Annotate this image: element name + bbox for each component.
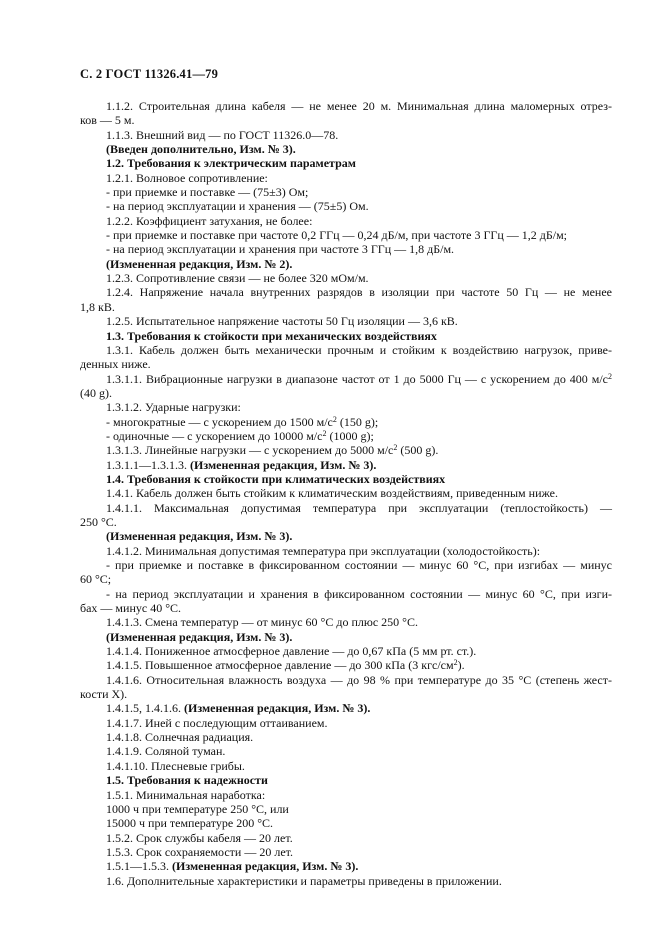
text-line bbox=[80, 658, 612, 672]
text-line bbox=[80, 257, 612, 271]
line-text: 1.4.1.5. Повышенное атмосферное давление — до 300 кПа (3 кгс/см bbox=[106, 658, 454, 673]
text-line bbox=[80, 472, 612, 486]
line-text: 1.2.2. Коэффициент затухания, не более: bbox=[106, 213, 313, 228]
text-line bbox=[80, 515, 612, 529]
text-line bbox=[80, 99, 612, 113]
line-text: 1.3.1.3. Линейные нагрузки — с ускорением до 5000 м/с bbox=[106, 443, 394, 458]
text-line bbox=[80, 788, 612, 802]
text-line bbox=[80, 214, 612, 228]
line-text: (Измененная редакция, Изм. № 2). bbox=[106, 256, 293, 271]
text-line bbox=[80, 228, 612, 242]
text-line bbox=[80, 271, 612, 285]
text-line bbox=[80, 429, 612, 443]
text-line bbox=[80, 673, 612, 687]
text-line bbox=[80, 859, 612, 873]
text-line bbox=[80, 142, 612, 156]
line-text: - многократные — с ускорением до 1500 м/с bbox=[106, 414, 333, 429]
line-text: - одиночные — с ускорением до 10000 м/с bbox=[106, 428, 323, 443]
line-text: 1.5.2. Срок службы кабеля — 20 лет. bbox=[106, 830, 293, 845]
line-text: 1.4. Требования к стойкости при климатических воздействиях bbox=[106, 471, 446, 486]
text-line bbox=[80, 831, 612, 845]
line-text: 1.4.1.1. Максимальная допустимая температура при эксплуатации (теплостойкость) — bbox=[106, 500, 612, 515]
line-text: 1.6. Дополнительные характеристики и параметры приведены в приложении. bbox=[106, 873, 502, 888]
text-line bbox=[80, 501, 612, 515]
line-text: - при приемке и поставке в фиксированном состоянии — минус 60 °С, при изгибах — минус bbox=[106, 558, 612, 572]
line-text: 1.5. Требования к надежности bbox=[106, 773, 268, 788]
line-text: 1.2.5. Испытательное напряжение частоты 50 Гц изоляции — 3,6 кВ. bbox=[106, 314, 458, 329]
line-tail: (500 g). bbox=[397, 443, 439, 458]
line-text: 1.4.1.5, 1.4.1.6. bbox=[106, 701, 184, 716]
line-text: 1.4.1.8. Солнечная радиация. bbox=[106, 730, 254, 745]
text-line bbox=[80, 285, 612, 299]
line-text: 1.5.1—1.5.3. bbox=[106, 859, 172, 874]
line-text: - при приемке и поставке при частоте 0,2 ГГц — 0,24 дБ/м, при частоте 3 ГГц — 1,2 дБ/м; bbox=[106, 228, 568, 243]
line-text: 1.4.1.3. Смена температур — от минус 60 °С до плюс 250 °С. bbox=[106, 615, 418, 630]
text-line bbox=[80, 171, 612, 185]
text-line bbox=[80, 630, 612, 644]
line-text: 1.4.1.9. Соляной туман. bbox=[106, 744, 226, 759]
text-line bbox=[80, 300, 612, 314]
line-text: 1.5.3. Срок сохраняемости — 20 лет. bbox=[106, 844, 293, 859]
line-text: 1.4.1.4. Пониженное атмосферное давление — до 0,67 кПа (5 мм рт. ст.). bbox=[106, 644, 477, 659]
revision-note: (Измененная редакция, Изм. № 3). bbox=[190, 457, 377, 472]
text-line bbox=[80, 587, 612, 601]
text-line bbox=[80, 730, 612, 744]
text-line bbox=[80, 558, 612, 572]
superscript: 2 bbox=[332, 414, 337, 424]
text-line bbox=[80, 687, 612, 701]
text-line bbox=[80, 845, 612, 859]
line-text: 1.4.1.10. Плесневые грибы. bbox=[106, 758, 245, 773]
text-line bbox=[80, 185, 612, 199]
line-text: - при приемке и поставке — (75±3) Ом; bbox=[106, 185, 309, 200]
text-line bbox=[80, 343, 612, 357]
text-line bbox=[80, 357, 612, 371]
line-text: 1.3.1.2. Ударные нагрузки: bbox=[106, 400, 241, 415]
text-line bbox=[80, 113, 612, 127]
line-text: 1.3. Требования к стойкости при механических воздействиях bbox=[106, 328, 437, 343]
superscript: 2 bbox=[393, 443, 398, 453]
line-text: - на период эксплуатации и хранения при частоте 3 ГГц — 1,8 дБ/м. bbox=[106, 242, 455, 257]
line-text: 1.4.1.6. Относительная влажность воздуха — до 98 % при температуре до 35 °С (степень жест- bbox=[106, 672, 612, 687]
text-line bbox=[80, 372, 612, 386]
line-text: - на период эксплуатации и хранения — (75±5) Ом. bbox=[106, 199, 369, 214]
text-line bbox=[80, 529, 612, 543]
text-line bbox=[80, 816, 612, 830]
text-line bbox=[80, 242, 612, 256]
superscript: 2 bbox=[608, 371, 612, 381]
document-body bbox=[80, 99, 612, 888]
text-line bbox=[80, 802, 612, 816]
text-line bbox=[80, 601, 612, 615]
text-line bbox=[80, 314, 612, 328]
line-text: 1.2.1. Волновое сопротивление: bbox=[106, 170, 268, 185]
line-text: ков — 5 м. bbox=[80, 113, 135, 128]
text-line bbox=[80, 443, 612, 457]
text-line bbox=[80, 716, 612, 730]
line-text: 60 °С; bbox=[80, 572, 112, 587]
line-text: 1.3.1. Кабель должен быть механически прочным и стойким к воздействию нагрузок, приве- bbox=[106, 342, 612, 357]
line-text: 1.2. Требования к электрическим параметрам bbox=[106, 156, 356, 171]
line-text: (40 g). bbox=[80, 385, 112, 400]
line-tail: (1000 g); bbox=[326, 428, 374, 443]
line-text: 1.1.3. Внешний вид — по ГОСТ 11326.0—78. bbox=[106, 127, 339, 142]
line-text: 1.2.3. Сопротивление связи — не более 320 мОм/м. bbox=[106, 271, 369, 286]
line-text: (Введен дополнительно, Изм. № 3). bbox=[106, 142, 296, 157]
line-text: 250 °С. bbox=[80, 514, 117, 529]
text-line bbox=[80, 199, 612, 213]
line-text: 1,8 кВ. bbox=[80, 299, 115, 314]
text-line bbox=[80, 329, 612, 343]
text-line bbox=[80, 486, 612, 500]
text-line bbox=[80, 156, 612, 170]
line-text: денных ниже. bbox=[80, 357, 151, 372]
line-text: 1.3.1.1. Вибрационные нагрузки в диапазоне частот от 1 до 5000 Гц — с ускорением до 400 м/с bbox=[106, 371, 608, 386]
text-line bbox=[80, 572, 612, 586]
line-tail: ). bbox=[457, 658, 465, 673]
line-text: - на период эксплуатации и хранения в фиксированном состоянии — минус 60 °С, при изги- bbox=[106, 586, 612, 601]
text-line bbox=[80, 615, 612, 629]
text-line bbox=[80, 644, 612, 658]
text-line bbox=[80, 701, 612, 715]
text-line bbox=[80, 773, 612, 787]
line-text: 1.4.1. Кабель должен быть стойким к климатическим воздействиям, приведенным ниже. bbox=[106, 486, 558, 501]
text-line bbox=[80, 415, 612, 429]
line-text: 1000 ч при температуре 250 °С, или bbox=[106, 801, 289, 816]
line-text: 1.3.1.1—1.3.1.3. bbox=[106, 457, 190, 472]
line-text: 1.4.1.2. Минимальная допустимая температура при эксплуатации (холодостойкость): bbox=[106, 543, 541, 558]
line-text: 1.4.1.7. Иней с последующим оттаиванием. bbox=[106, 715, 328, 730]
line-text: 1.2.4. Напряжение начала внутренних разрядов в изоляции при частоте 50 Гц — не менее bbox=[106, 285, 612, 300]
text-line bbox=[80, 400, 612, 414]
line-text: (Измененная редакция, Изм. № 3). bbox=[106, 529, 293, 544]
superscript: 2 bbox=[322, 428, 327, 438]
line-text: кости X). bbox=[80, 687, 128, 702]
line-text: (Измененная редакция, Изм. № 3). bbox=[106, 629, 293, 644]
text-line bbox=[80, 744, 612, 758]
superscript: 2 bbox=[453, 658, 458, 668]
line-text: 1.5.1. Минимальная наработка: bbox=[106, 787, 266, 802]
line-text: 1.1.2. Строительная длина кабеля — не менее 20 м. Минимальная длина маломерных отрез- bbox=[106, 99, 612, 113]
text-line bbox=[80, 759, 612, 773]
text-line bbox=[80, 458, 612, 472]
page-header: С. 2 ГОСТ 11326.41—79 bbox=[80, 67, 219, 81]
text-line bbox=[80, 386, 612, 400]
line-text: бах — минус 40 °С. bbox=[80, 601, 181, 616]
text-line bbox=[80, 544, 612, 558]
line-text: 15000 ч при температуре 200 °С. bbox=[106, 816, 274, 831]
text-line bbox=[80, 874, 612, 888]
revision-note: (Измененная редакция, Изм. № 3). bbox=[172, 859, 359, 874]
revision-note: (Измененная редакция, Изм. № 3). bbox=[184, 701, 371, 716]
line-tail: (150 g); bbox=[336, 414, 379, 429]
text-line bbox=[80, 128, 612, 142]
